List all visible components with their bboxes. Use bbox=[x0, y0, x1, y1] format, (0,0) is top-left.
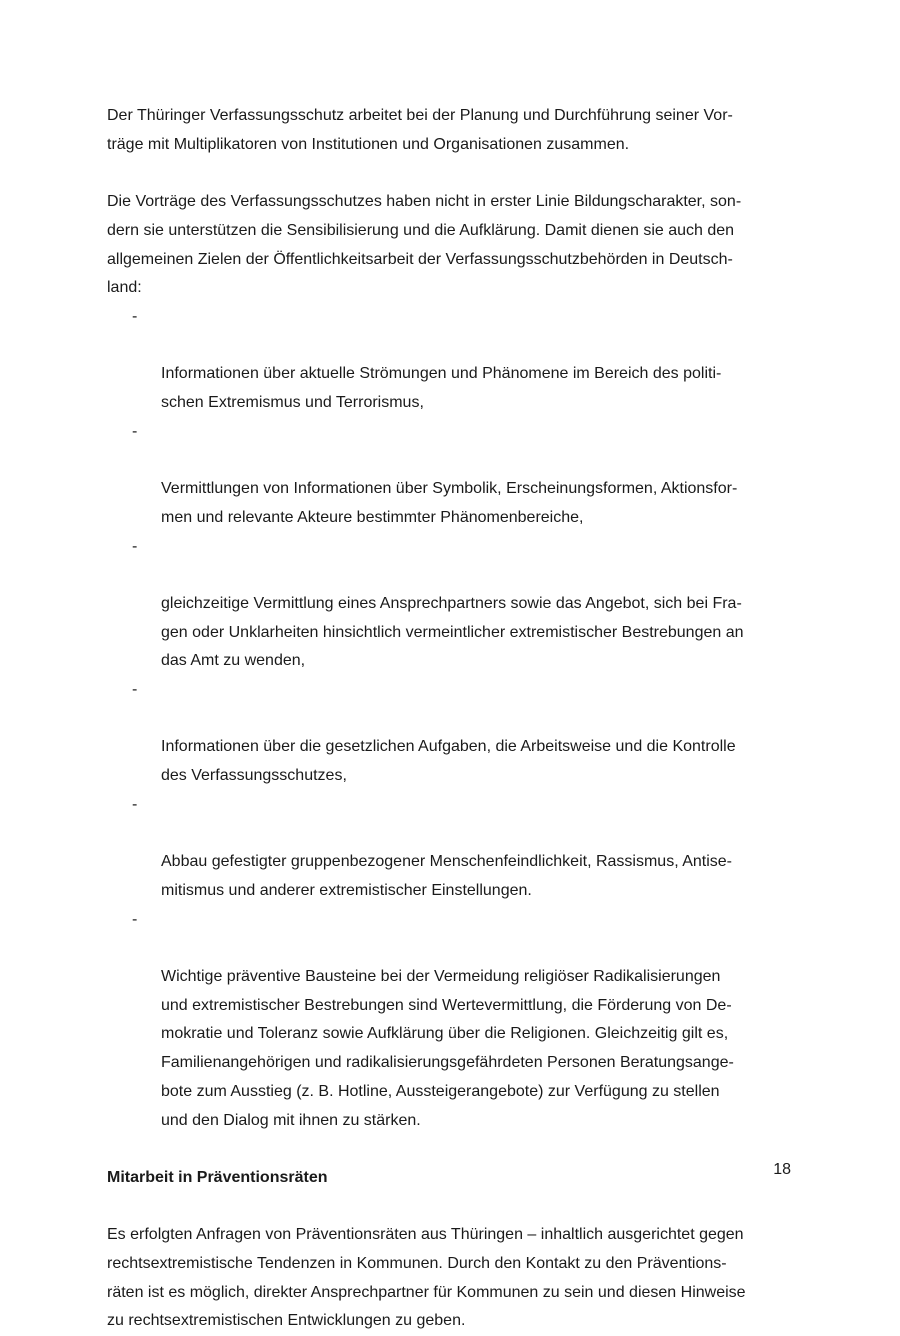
document-page bbox=[107, 102, 791, 1336]
list-dash: - bbox=[132, 681, 138, 699]
list-item bbox=[107, 303, 791, 418]
list-dash: - bbox=[132, 537, 138, 555]
paragraph-spacer bbox=[107, 1135, 791, 1164]
list-dash: - bbox=[132, 795, 138, 813]
list-dash: - bbox=[132, 910, 138, 928]
paragraph-spacer bbox=[107, 1193, 791, 1222]
goals-list bbox=[107, 303, 791, 1135]
prevention-councils-paragraph: Es erfolgten Anfragen von Präventionsräten aus Thüringen – inhaltlich ausgerichtet gegen rechtsextremistische Tendenzen in Kommunen. Durch den Kontakt zu den Präventions- räten ist es möglich, direkter Ansprechpartner für Kommunen zu sein und diesen Hinweise zu rechtsextremistischen Entwicklungen zu geben. bbox=[107, 1226, 746, 1330]
list-item bbox=[107, 533, 791, 677]
list-dash: - bbox=[132, 307, 138, 325]
section-heading: Mitarbeit in Präventionsräten bbox=[107, 1168, 328, 1186]
lecture-goals-paragraph: Die Vorträge des Verfassungsschutzes haben nicht in erster Linie Bildungscharakter, son- dern sie unterstützen die Sensibilisierung und die Aufklärung. Damit dienen sie auch den allgemeinen Zielen der Öffentlichkeitsarbeit der Verfassungsschutzbehörden in Deutsch- land: bbox=[107, 193, 742, 297]
paragraph-spacer bbox=[107, 159, 791, 188]
list-item-text: Informationen über die gesetzlichen Aufgaben, die Arbeitsweise und die Kontrolle des Verfassungsschutzes, bbox=[161, 738, 736, 785]
list-item-text: Informationen über aktuelle Strömungen und Phänomene im Bereich des politi- schen Extremismus und Terrorismus, bbox=[161, 365, 722, 412]
list-item-text: Wichtige präventive Bausteine bei der Vermeidung religiöser Radikalisierungen und extremistischer Bestrebungen sind Wertevermittlung, die Förderung von De- mokratie und Toleranz sowie Aufklärung über die Religionen. Gleichzeitig gilt es, Familienangehörigen und radikalisierungsgefährdeten Personen Beratungsange- bote zum Ausstieg (z. B. Hotline, Aussteigerangebote) zur Verfügung zu stellen und den Dialog mit ihnen zu stärken. bbox=[161, 968, 734, 1129]
list-item bbox=[107, 906, 791, 1136]
list-item-text: gleichzeitige Vermittlung eines Ansprechpartners sowie das Angebot, sich bei Fra- gen oder Unklarheiten hinsichtlich vermeintlicher extremistischer Bestrebungen an das Amt zu wenden, bbox=[161, 594, 744, 670]
intro-paragraph: Der Thüringer Verfassungsschutz arbeitet bei der Planung und Durchführung seiner Vor- träge mit Multiplikatoren von Institutionen und Organisationen zusammen. bbox=[107, 107, 733, 153]
list-dash: - bbox=[132, 422, 138, 440]
list-item bbox=[107, 418, 791, 533]
page-number: 18 bbox=[773, 1161, 791, 1178]
list-item-text: Vermittlungen von Informationen über Symbolik, Erscheinungsformen, Aktionsfor- men und relevante Akteure bestimmter Phänomenbereiche, bbox=[161, 480, 738, 526]
list-item-text: Abbau gefestigter gruppenbezogener Menschenfeindlichkeit, Rassismus, Antise- mitismus und anderer extremistischer Einstellungen. bbox=[161, 853, 732, 899]
list-item bbox=[107, 791, 791, 906]
list-item bbox=[107, 676, 791, 791]
